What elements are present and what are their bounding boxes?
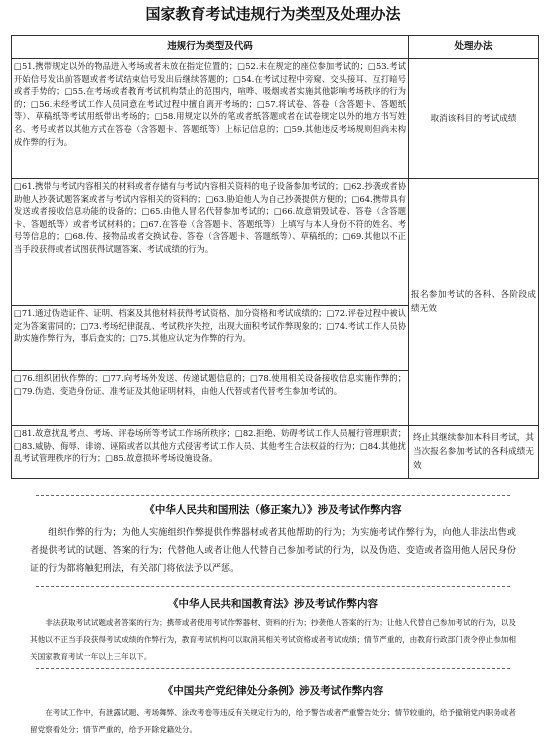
- divider: [36, 495, 510, 496]
- table-row: [12, 426, 539, 479]
- violation-group-61-69: □61.携带与考试内容相关的材料或者存储有与考试内容相关资料的电子设备参加考试的；□62.抄袭或者协助他人抄袭试题答案或者与考试内容相关的资料的；□63.胁迫他人为自己抄袭提供方便的；□64.携带具有发送或者接收信息功能的设备的；□65.由他人冒名代替参加考试的；□66.故意销毁试卷、答卷（含答题卡、答题纸等）或者考试材料的；□67.在答卷（含答题卡、答题纸等）上填写与本人身份不符的姓名、考号等信息的；□68.传、接物品或者交换试卷、答卷（含答题卡、答题纸等）、草稿纸的；□69.其他以不正当手段获得或者试图获得试题答案、考试成绩的行为。: [12, 179, 409, 306]
- violation-group-81-85: □81.故意扰乱考点、考场、评卷场所等考试工作场所秩序；□82.拒绝、妨碍考试工作人员履行管理职责；□83.威胁、侮辱、诽谤、诬陷或者以其他方式侵害考试工作人员、其他考生合法权益的行为；□84.其他扰乱考试管理秩序的行为；□85.故意损坏考场设施设备。: [12, 426, 409, 479]
- divider: [36, 586, 510, 587]
- criminal-law-title: 《中华人民共和国刑法（修正案九）》涉及考试作弊内容: [144, 504, 402, 516]
- education-law-title: 《中华人民共和国教育法》涉及考试作弊内容: [168, 598, 378, 610]
- table-row: [12, 59, 539, 179]
- criminal-law-body: 组织作弊的行为；为他人实施组织作弊提供作弊器材或者其他帮助的行为；为实施考试作弊行为，向他人非法出售或者提供考试的试题、答案的行为；代替他人或者让他人代替自己参加考试的行为，以及伪造、变造或者盗用他人居民身份证的行为都将触犯刑法，有关部门将依法予以严惩。: [30, 528, 516, 574]
- divider: [36, 668, 510, 669]
- page-title: 国家教育考试违规行为类型及处理办法: [145, 5, 401, 23]
- action-terminate-exam: 终止其继续参加本科目考试，其当次报名参加考试的各科成绩无效: [409, 426, 539, 479]
- header-violation-types: 违规行为类型及代码: [12, 36, 409, 59]
- education-law-body: 非法获取考试试题或者答案的行为；携带或者使用考试作弊器材、资料的行为；抄袭他人答案的行为；让他人代替自己参加考试的行为，以及其他以不正当手段获得考试成绩的作弊行为，教育考试机构可以取消其相关考试资格或者考试成绩；情节严重的，由教育行政部门责令停止参加相关国家教育考试一年以上三年以下。: [30, 618, 516, 661]
- violation-group-51-59: □51.携带规定以外的物品进入考场或者未放在指定位置的；□52.未在规定的座位参加考试的；□53.考试开始信号发出前答题或者考试结束信号发出后继续答题的；□54.在考试过程中旁窥、交头接耳、互打暗号或者手势的；□55.在考场或者教育考试机构禁止的范围内，喧哗、吸烟或者实施其他影响考场秩序的行为的；□56.未经考试工作人员同意在考试过程中擅自离开考场的；□57.将试卷、答卷（含答题卡、答题纸等）、草稿纸等考试用纸带出考场的；□58.用规定以外的笔或者纸答题或者在试卷规定以外的地方书写姓名、考号或者以其他方式在答卷（含答题卡、答题纸等）上标记信息的；□59.其他违反考场规则但尚未构成作弊的行为。: [12, 59, 409, 179]
- party-discipline-title: 《中国共产党纪律处分条例》涉及考试作弊内容: [162, 685, 384, 697]
- action-cancel-subject-score: 取消该科目的考试成绩: [409, 59, 539, 179]
- violation-group-76-79: □76.组织团伙作弊的；□77.向考场外发送、传递试题信息的；□78.使用相关设备接收信息实施作弊的；□79.伪造、变造身份证、准考证及其他证明材料，由他人代替或者代替考生参加考试的。: [12, 371, 409, 426]
- violation-group-71-75: □71.通过伪造证件、证明、档案及其他材料获得考试资格、加分资格和考试成绩的；□72.评卷过程中被认定为答案雷同的；□73.考场纪律混乱、考试秩序失控，出现大面积考试作弊现象的；□74.考试工作人员协助实施作弊行为，事后查实的；□75.其他应认定为作弊的行为。: [12, 306, 409, 371]
- party-discipline-body: 在考试工作中，有泄露试题、考场舞弊、涂改考卷等违反有关规定行为的，给予警告或者严重警告处分；情节较重的，给予撤销党内职务或者留党察看处分；情节严重的，给予开除党籍处分。: [30, 708, 516, 734]
- table-row: [12, 179, 539, 306]
- violation-table: [11, 35, 539, 479]
- header-action: 处理办法: [409, 36, 539, 59]
- action-all-scores-invalid: 报名参加考试的各科、各阶段成绩无效: [409, 179, 539, 426]
